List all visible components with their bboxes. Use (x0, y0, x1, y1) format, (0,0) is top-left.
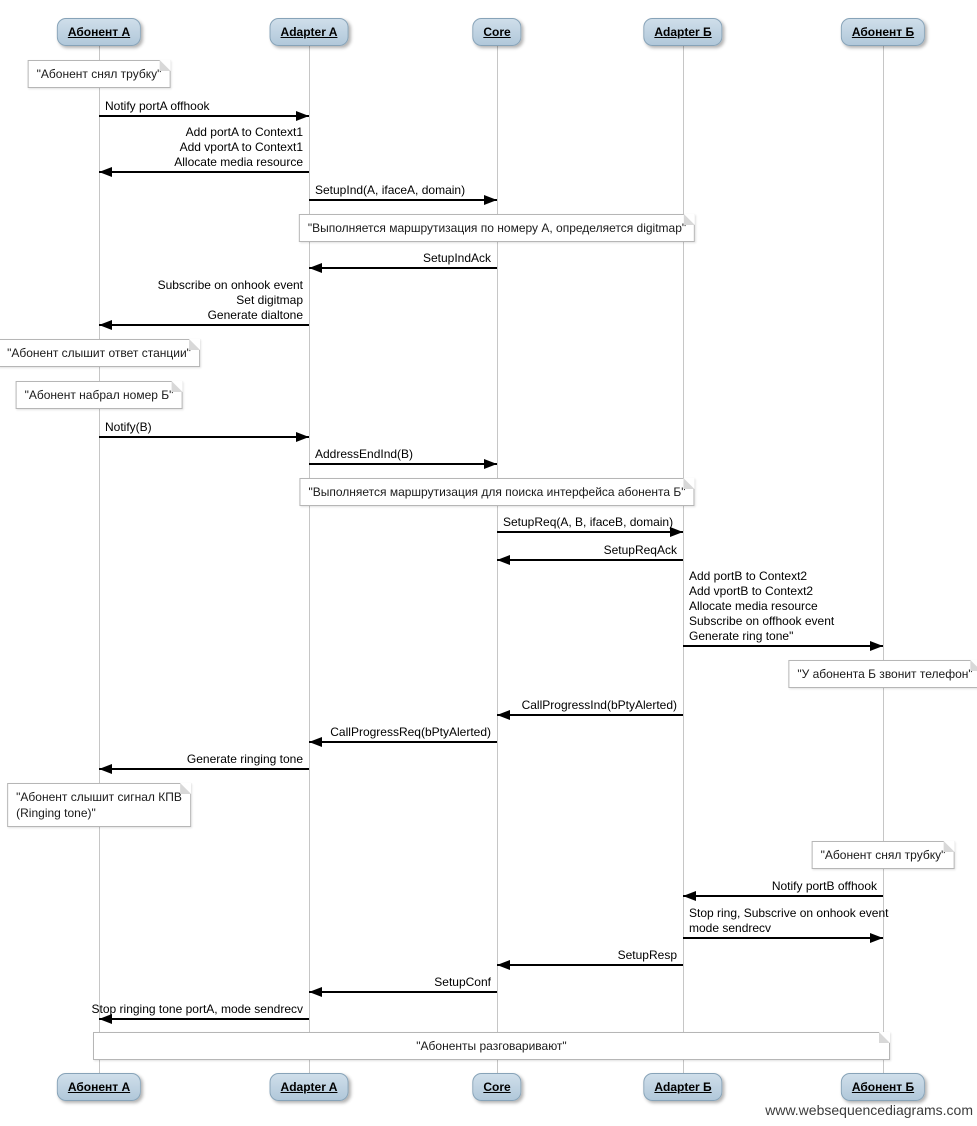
actor-label: Adapter Б (654, 1080, 712, 1094)
message-line (683, 937, 883, 939)
message-label (618, 948, 677, 963)
message-line (497, 559, 683, 561)
actor-bottom-core (472, 1073, 521, 1101)
message-line (99, 1018, 309, 1020)
message-label (522, 698, 677, 713)
message-line (497, 531, 683, 533)
note-text-line: (Ringing tone)" (16, 806, 96, 820)
message-arrowhead (296, 111, 309, 121)
actor-label: Абонент А (67, 1080, 131, 1094)
message-line (309, 199, 497, 201)
message-label-line: Stop ring, Subscrive on onhook event (689, 906, 889, 920)
note-fold-corner (159, 60, 170, 71)
note (299, 478, 694, 506)
message-label (105, 99, 210, 114)
message-line (99, 171, 309, 173)
message-label (689, 569, 834, 644)
message-line (99, 436, 309, 438)
message-label (158, 278, 303, 323)
message-label-line: SetupResp (617, 948, 677, 962)
note (299, 214, 695, 242)
message-label-line: SetupInd(A, ifaceA, domain) (315, 183, 466, 197)
lifeline-adapter-b (683, 46, 684, 1073)
message-label (689, 906, 888, 936)
message-line (309, 463, 497, 465)
message-arrowhead (309, 987, 322, 997)
note-fold-corner (171, 381, 182, 392)
note-text-line: "Выполняется маршрутизация по номеру А, определяется digitmap" (307, 221, 687, 235)
message-label-line: SetupReqAck (603, 543, 677, 557)
actor-bottom-abonent-b (841, 1073, 925, 1101)
message-label-line: Notify portB offhook (771, 879, 877, 893)
actor-bottom-adapter-b (643, 1073, 722, 1101)
actor-label: Core (483, 1080, 511, 1094)
message-label-line: mode sendrecv (689, 921, 772, 935)
actor-bottom-abonent-a (57, 1073, 141, 1101)
message-label-line: Allocate media resource (689, 599, 818, 613)
actor-top-core (472, 18, 521, 46)
note (28, 60, 171, 88)
message-arrowhead (99, 764, 112, 774)
note-fold-corner (189, 339, 200, 350)
note-text-line: "У абонента Б звонит телефон" (797, 667, 973, 681)
note-text-line: "Абонент слышит сигнал КПВ (16, 790, 182, 804)
message-line (309, 741, 497, 743)
actor-bottom-adapter-a (270, 1073, 349, 1101)
message-label-line: Subscribe on offhook event (689, 614, 835, 628)
message-line (309, 267, 497, 269)
message-label (503, 515, 673, 530)
message-label (174, 125, 303, 170)
message-label-line: Generate ring tone" (689, 629, 794, 643)
actor-label: Абонент Б (851, 25, 915, 39)
message-line (99, 768, 309, 770)
note (16, 381, 183, 409)
message-arrowhead (497, 555, 510, 565)
message-arrowhead (683, 891, 696, 901)
message-label-line: Add portA to Context1 (185, 125, 303, 139)
message-label-line: SetupConf (434, 975, 491, 989)
actor-top-adapter-a (270, 18, 349, 46)
message-arrowhead (497, 710, 510, 720)
actor-top-abonent-b (841, 18, 925, 46)
message-arrowhead (484, 459, 497, 469)
message-arrowhead (870, 641, 883, 651)
message-label (92, 1002, 303, 1017)
actor-top-abonent-a (57, 18, 141, 46)
actor-label: Абонент А (67, 25, 131, 39)
note-text-line: "Абонент набрал номер Б" (24, 388, 174, 402)
note (788, 660, 977, 688)
message-label (772, 879, 877, 894)
note-text-line: "Абоненты разговаривают" (416, 1039, 567, 1053)
note (812, 841, 955, 869)
lifeline-abonent-a (99, 46, 100, 1073)
actor-top-adapter-b (643, 18, 722, 46)
watermark: www.websequencediagrams.com (765, 1102, 973, 1118)
message-line (497, 964, 683, 966)
message-label-line: SetupReq(A, B, ifaceB, domain) (503, 515, 674, 529)
message-label (105, 420, 152, 435)
message-label-line: Generate ringing tone (186, 752, 303, 766)
note (93, 1032, 890, 1060)
message-label-line: AddressEndInd(B) (315, 447, 414, 461)
actor-label: Core (483, 25, 511, 39)
message-arrowhead (99, 320, 112, 330)
message-label-line: Allocate media resource (174, 155, 303, 169)
note (0, 339, 200, 367)
message-label-line: Add vportA to Context1 (179, 140, 303, 154)
note-fold-corner (879, 1032, 890, 1043)
actor-label: Adapter Б (654, 25, 712, 39)
actor-label: Абонент Б (851, 1080, 915, 1094)
message-label (315, 183, 465, 198)
message-label (604, 543, 677, 558)
message-line (497, 714, 683, 716)
message-label (434, 975, 491, 990)
message-arrowhead (296, 432, 309, 442)
actor-label: Adapter A (280, 25, 338, 39)
message-label-line: Generate dialtone (207, 308, 303, 322)
message-label-line: SetupIndAck (422, 251, 491, 265)
message-label (187, 752, 303, 767)
message-label (423, 251, 491, 266)
message-line (99, 115, 309, 117)
message-label-line: CallProgressReq(bPtyAlerted) (330, 725, 491, 739)
message-label-line: Add vportB to Context2 (689, 584, 814, 598)
message-label-line: Notify(B) (105, 420, 152, 434)
message-label (330, 725, 491, 740)
message-arrowhead (99, 167, 112, 177)
message-label-line: Subscribe on onhook event (157, 278, 303, 292)
message-arrowhead (309, 737, 322, 747)
message-arrowhead (497, 960, 510, 970)
note-text-line: "Абонент снял трубку" (36, 67, 162, 81)
note-fold-corner (684, 214, 695, 225)
message-arrowhead (309, 263, 322, 273)
note-fold-corner (943, 841, 954, 852)
message-label-line: Stop ringing tone portA, mode sendrecv (91, 1002, 303, 1016)
note-text-line: "Абонент слышит ответ станции" (7, 346, 191, 360)
note-text-line: "Абонент снял трубку" (820, 848, 946, 862)
message-line (99, 324, 309, 326)
note-fold-corner (180, 783, 191, 794)
message-label-line: CallProgressInd(bPtyAlerted) (521, 698, 677, 712)
note-text-line: "Выполняется маршрутизация для поиска интерфейса абонента Б" (308, 485, 686, 499)
message-label-line: Set digitmap (236, 293, 303, 307)
message-line (683, 895, 883, 897)
message-label-line: Add portB to Context2 (689, 569, 808, 583)
message-line (309, 991, 497, 993)
message-label-line: Notify portA offhook (105, 99, 210, 113)
note-fold-corner (971, 660, 977, 671)
message-arrowhead (484, 195, 497, 205)
note-fold-corner (684, 478, 695, 489)
message-label (315, 447, 413, 462)
actor-label: Adapter A (280, 1080, 338, 1094)
message-line (683, 645, 883, 647)
note (7, 783, 191, 827)
